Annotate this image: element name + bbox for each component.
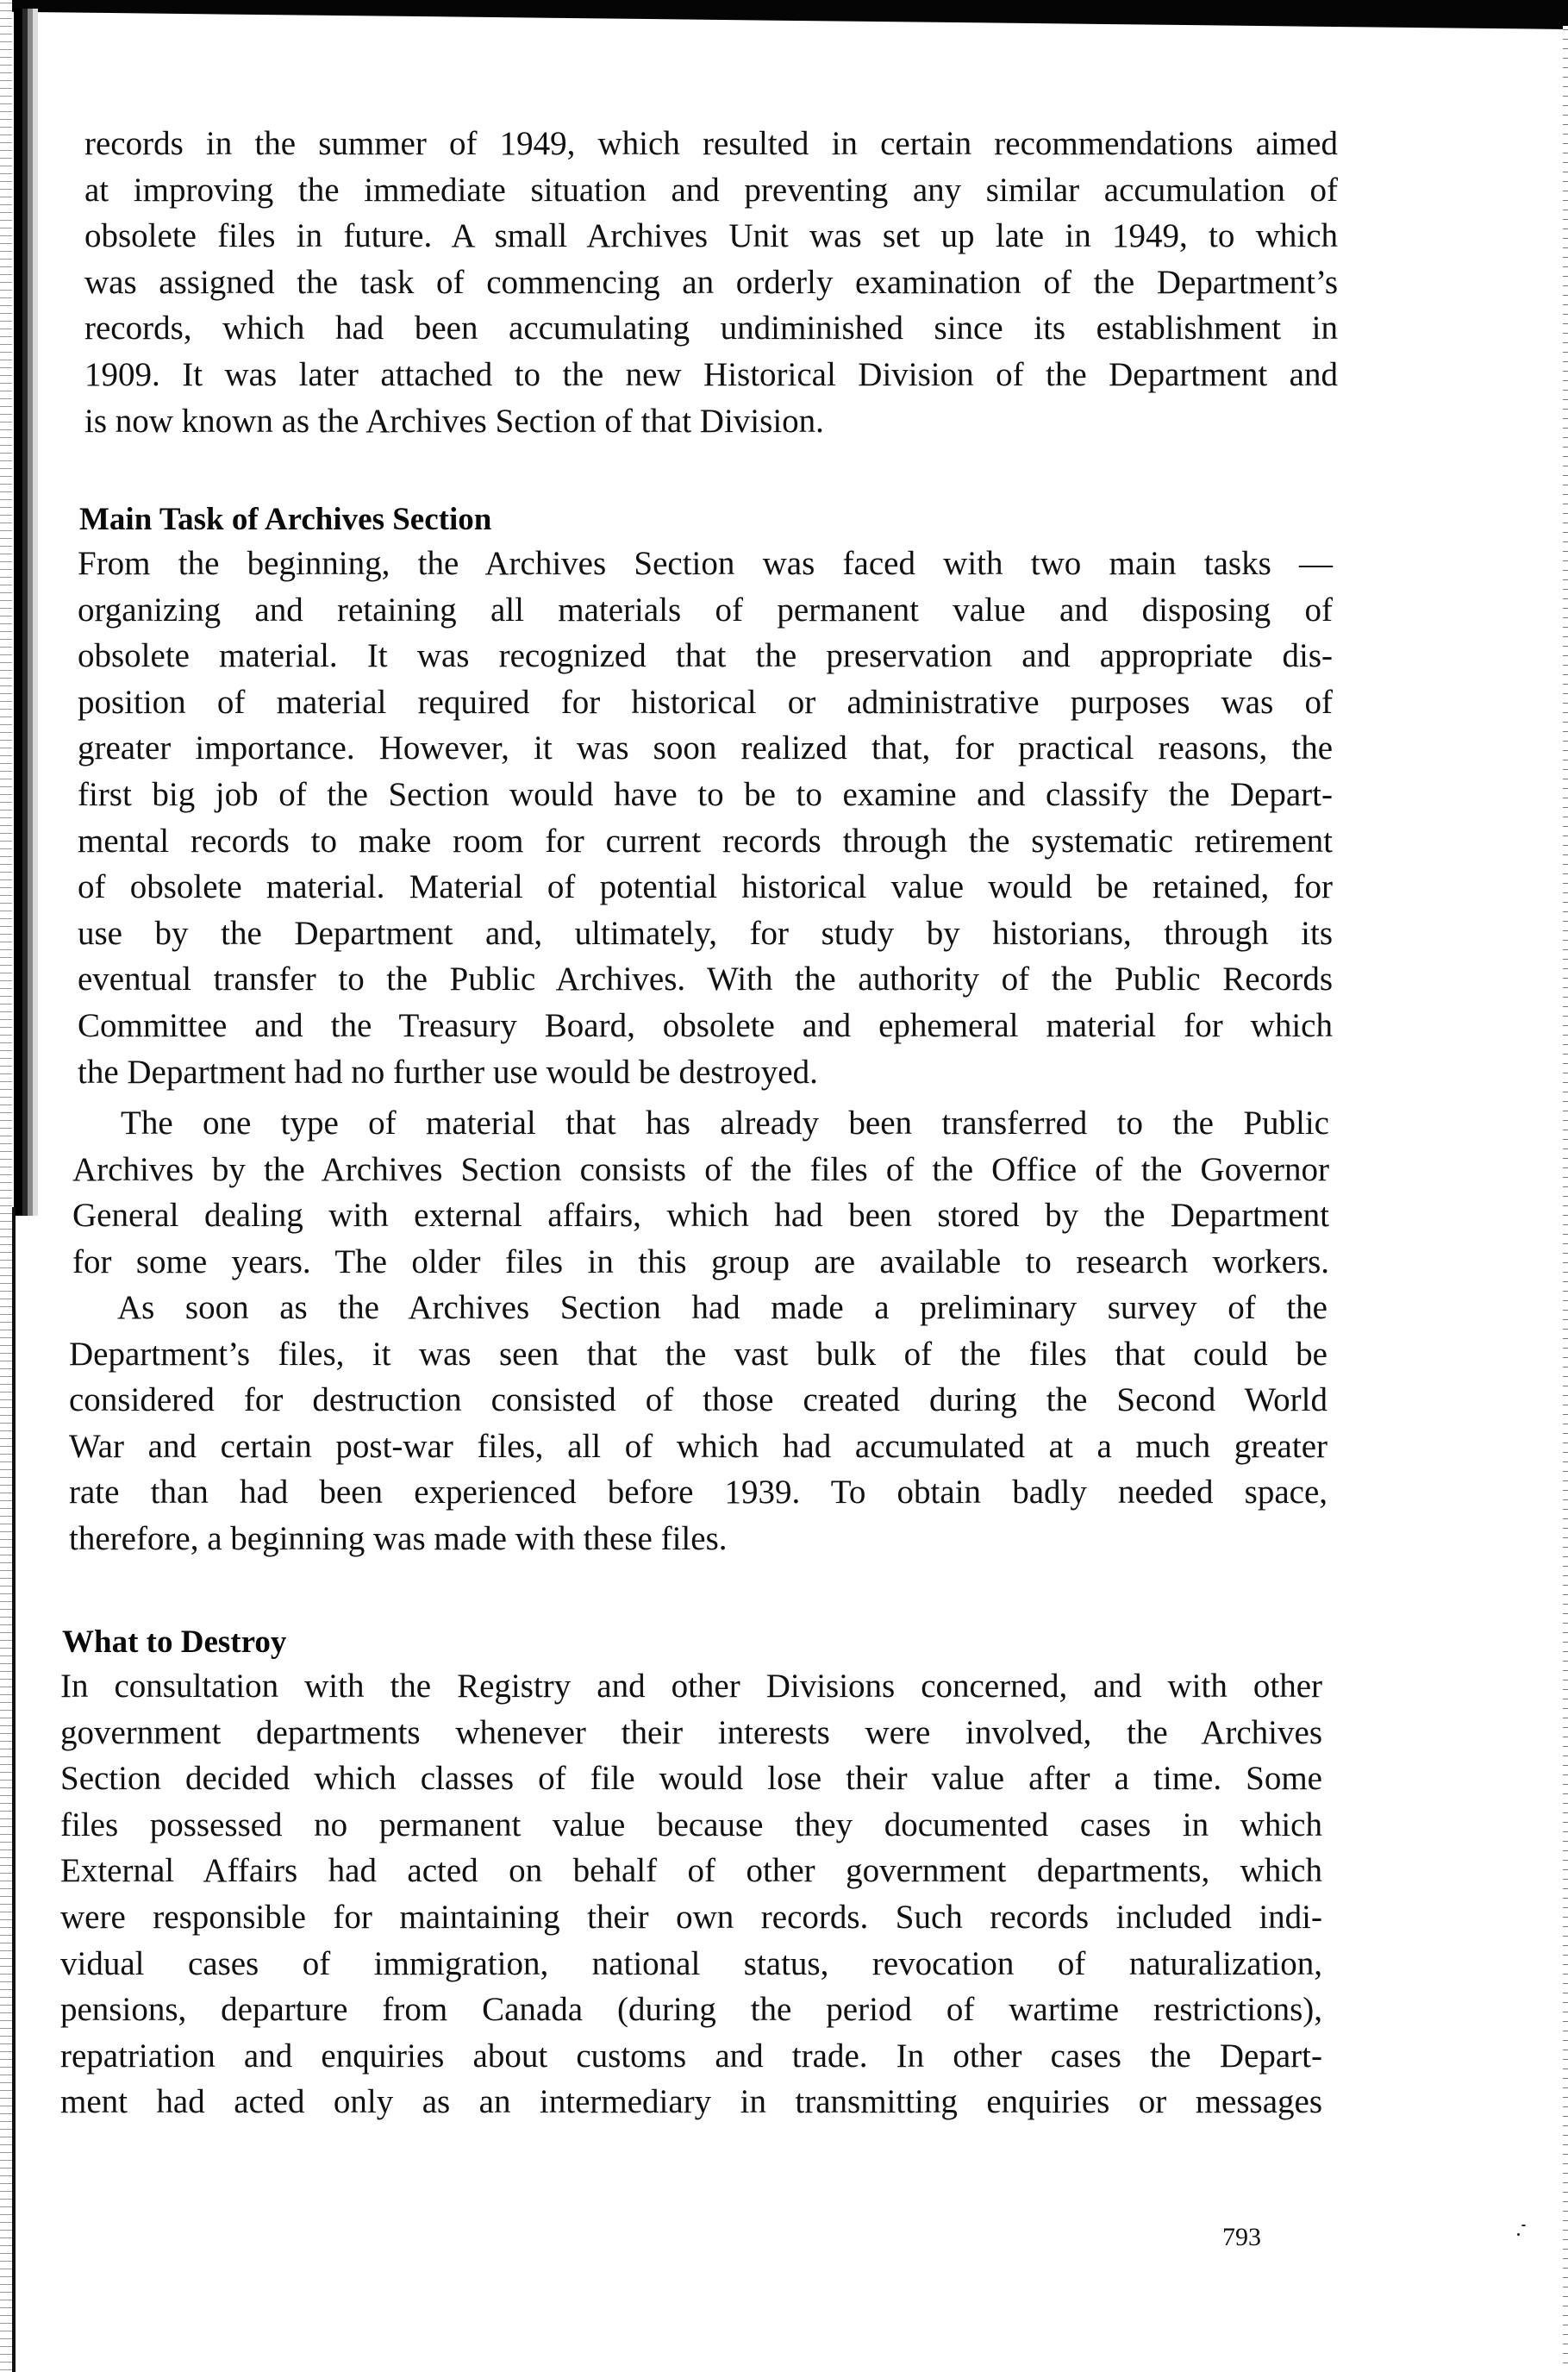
text-line: Committee and the Treasury Board, obsolete and ephemeral material for which xyxy=(78,1006,1333,1044)
text-line: Archives by the Archives Section consists of the files of the Office of the Governor xyxy=(72,1150,1329,1188)
text-line: therefore, a beginning was made with these files. xyxy=(69,1519,728,1557)
text-line: Section decided which classes of file would lose their value after a time. Some xyxy=(60,1760,1322,1798)
text-line: From the beginning, the Archives Section was faced with two main tasks — xyxy=(78,545,1333,582)
page-number: 793 xyxy=(1222,2223,1261,2251)
paragraph-1 xyxy=(84,121,1338,444)
text-line: obsolete files in future. A small Archives Unit was set up late in 1949, to which xyxy=(84,217,1338,255)
text-line: is now known as the Archives Section of that Division. xyxy=(84,402,824,440)
text-line: eventual transfer to the Public Archives. With the authority of the Public Records xyxy=(78,961,1333,998)
page-left-edge xyxy=(12,1207,16,2372)
text-line: greater importance. However, it was soon realized that, for practical reasons, the xyxy=(78,729,1333,767)
text-line: ment had acted only as an intermediary in transmitting enquiries or messages xyxy=(60,2083,1322,2121)
text-line: considered for destruction consisted of those created during the Second World xyxy=(69,1381,1327,1419)
text-line: first big job of the Section would have to be to examine and classify the Depart- xyxy=(78,775,1333,813)
text-line: the Department had no further use would be destroyed. xyxy=(78,1053,818,1091)
text-line: General dealing with external affairs, which had been stored by the Department xyxy=(72,1197,1329,1235)
text-line: of obsolete material. Material of potential historical value would be retained, for xyxy=(78,868,1333,906)
text-line: As soon as the Archives Section had made a preliminary survey of the xyxy=(117,1289,1327,1326)
paragraph-3 xyxy=(72,1100,1329,1285)
text-line: for some years. The older files in this group are available to research workers. xyxy=(72,1242,1329,1280)
text-line: pensions, departure from Canada (during the period of wartime restrictions), xyxy=(60,1991,1322,2029)
scan-right-edge xyxy=(1563,26,1568,2372)
text-line: files possessed no permanent value because they documented cases in which xyxy=(60,1806,1322,1843)
text-line: obsolete material. It was recognized that the preservation and appropriate dis- xyxy=(78,637,1333,675)
scan-top-edge xyxy=(0,0,1568,29)
text-line: War and certain post-war files, all of which had accumulated at a much greater xyxy=(69,1427,1327,1465)
section-heading-main-task: Main Task of Archives Section xyxy=(79,502,492,537)
text-line: repatriation and enquiries about customs and trade. In other cases the Depart- xyxy=(60,2037,1322,2075)
text-line: records in the summer of 1949, which resulted in certain recommendations aimed xyxy=(84,125,1338,162)
text-line: records, which had been accumulating undiminished since its establishment in xyxy=(84,310,1338,347)
text-line: The one type of material that has already been transferred to the Public xyxy=(121,1105,1329,1142)
text-line: External Affairs had acted on behalf of other government departments, which xyxy=(60,1852,1322,1890)
scan-speck xyxy=(1517,2233,1520,2236)
text-line: Department’s files, it was seen that the vast bulk of the files that could be xyxy=(69,1335,1327,1373)
text-line: In consultation with the Registry and other Divisions concerned, and with other xyxy=(60,1668,1322,1705)
text-line: use by the Department and, ultimately, for study by historians, through its xyxy=(78,914,1333,952)
text-line: were responsible for maintaining their own records. Such records included indi- xyxy=(60,1898,1322,1936)
scan-left-margin-noise xyxy=(0,0,12,2372)
scan-speck xyxy=(1521,2225,1526,2226)
text-line: 1909. It was later attached to the new Historical Division of the Department and xyxy=(84,355,1338,393)
text-line: organizing and retaining all materials of permanent value and disposing of xyxy=(78,591,1333,629)
book-binding-shadow xyxy=(14,9,38,1216)
paragraph-2 xyxy=(78,541,1333,1095)
text-line: was assigned the task of commencing an orderly examination of the Department’s xyxy=(84,263,1338,301)
text-line: rate than had been experienced before 1939. To obtain badly needed space, xyxy=(69,1474,1327,1511)
text-line: mental records to make room for current records through the systematic retirement xyxy=(78,822,1333,860)
text-line: government departments whenever their interests were involved, the Archives xyxy=(60,1713,1322,1751)
paragraph-5 xyxy=(60,1663,1322,2125)
paragraph-4 xyxy=(69,1285,1327,1562)
section-heading-what-to-destroy: What to Destroy xyxy=(62,1624,287,1660)
text-line: position of material required for historical or administrative purposes was of xyxy=(78,683,1333,721)
text-line: at improving the immediate situation and preventing any similar accumulation of xyxy=(84,171,1338,209)
text-line: vidual cases of immigration, national status, revocation of naturalization, xyxy=(60,1944,1322,1982)
